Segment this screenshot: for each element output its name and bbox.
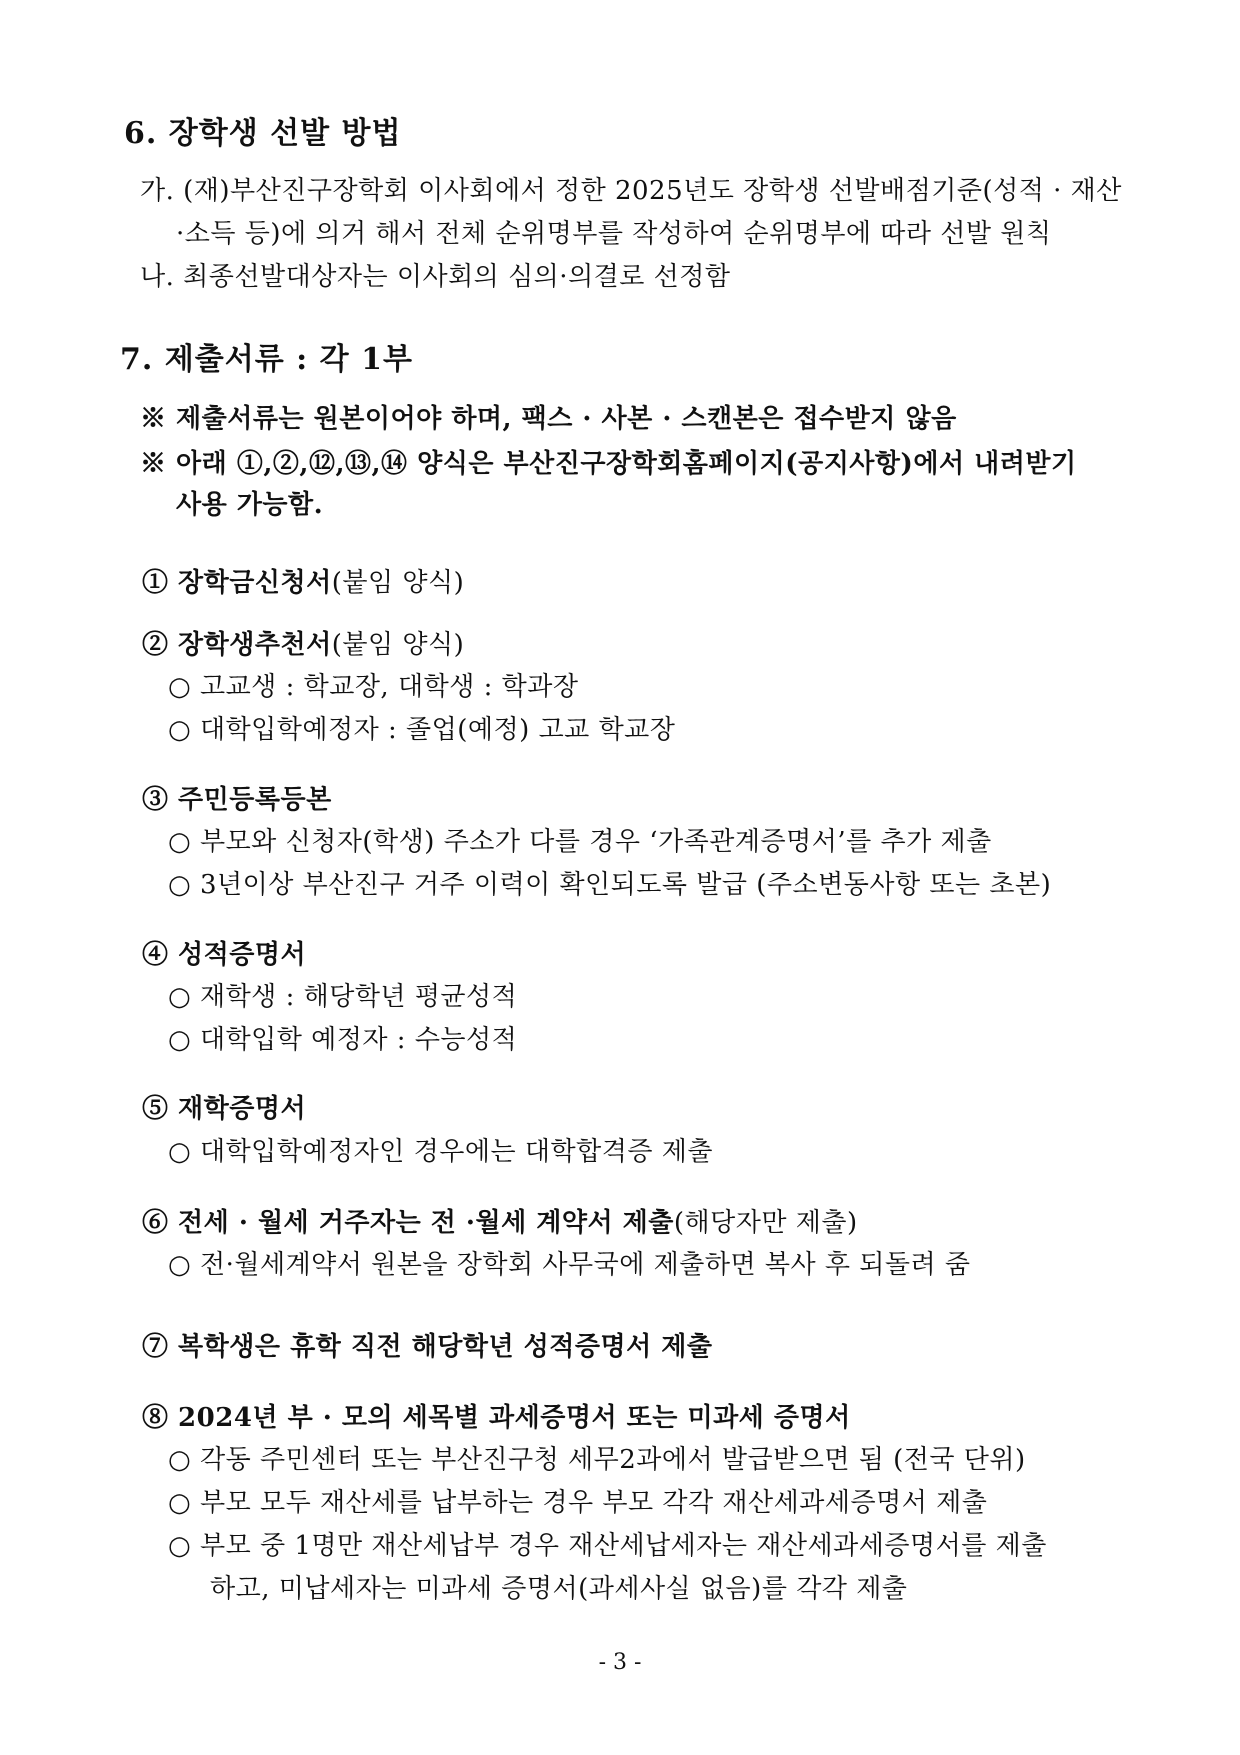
item-4: ④ 성적증명서: [142, 940, 307, 970]
section6-ga-line1: 가. (재)부산진구장학회 이사회에서 정한 2025년도 장학생 선발배점기준(성적 · 재산: [140, 176, 1122, 206]
list-item-continuation: 하고, 미납세자는 미과세 증명서(과세사실 없음)를 각각 제출: [210, 1574, 908, 1604]
item-title: ① 장학금신청서: [142, 568, 332, 598]
item-2: [142, 624, 464, 661]
section6-ga-line2: ·소득 등)에 의거 해서 전체 순위명부를 작성하여 순위명부에 따라 선발 원칙: [176, 219, 1052, 249]
section6-na: 나. 최종선발대상자는 이사회의 심의·의결로 선정함: [140, 262, 731, 292]
item-suffix: (해당자만 제출): [673, 1208, 858, 1238]
item-5: ⑤ 재학증명서: [142, 1094, 307, 1124]
item-6: [142, 1202, 858, 1239]
section7-note2-line2: 사용 가능함.: [176, 490, 324, 520]
list-item: ○ 전·월세계약서 원본을 장학회 사무국에 제출하면 복사 후 되돌려 줌: [168, 1250, 971, 1280]
list-item: ○ 재학생 : 해당학년 평균성적: [168, 982, 518, 1012]
list-item: ○ 부모 모두 재산세를 납부하는 경우 부모 각각 재산세과세증명서 제출: [168, 1488, 988, 1518]
list-item: ○ 대학입학예정자인 경우에는 대학합격증 제출: [168, 1137, 713, 1167]
list-item: ○ 대학입학 예정자 : 수능성적: [168, 1025, 518, 1055]
list-item: ○ 부모와 신청자(학생) 주소가 다를 경우 ‘가족관계증명서’를 추가 제출: [168, 827, 992, 857]
item-3: ③ 주민등록등본: [142, 785, 332, 815]
list-item: ○ 대학입학예정자 : 졸업(예정) 고교 학교장: [168, 715, 676, 745]
list-item: ○ 3년이상 부산진구 거주 이력이 확인되도록 발급 (주소변동사항 또는 초본): [168, 870, 1052, 900]
section7-note1: ※ 제출서류는 원본이어야 하며, 팩스 · 사본 · 스캔본은 접수받지 않음: [140, 404, 957, 434]
list-item: ○ 부모 중 1명만 재산세납부 경우 재산세납세자는 재산세과세증명서를 제출: [168, 1531, 1047, 1561]
item-title: ② 장학생추천서: [142, 630, 332, 660]
item-1: [142, 562, 464, 599]
item-8: ⑧ 2024년 부 · 모의 세목별 과세증명서 또는 미과세 증명서: [142, 1403, 851, 1433]
list-item: ○ 고교생 : 학교장, 대학생 : 학과장: [168, 672, 579, 702]
item-suffix: (붙임 양식): [331, 630, 465, 660]
list-item: ○ 각동 주민센터 또는 부산진구청 세무2과에서 발급받으면 됨 (전국 단위): [168, 1445, 1026, 1475]
item-7: ⑦ 복학생은 휴학 직전 해당학년 성적증명서 제출: [142, 1332, 713, 1362]
page-number: - 3 -: [598, 1650, 642, 1675]
section7-note2-line1: ※ 아래 ①,②,⑫,⑬,⑭ 양식은 부산진구장학회홈페이지(공지사항)에서 내려받기: [140, 449, 1077, 479]
section6-title: 6. 장학생 선발 방법: [124, 116, 402, 151]
item-title: ⑥ 전세 · 월세 거주자는 전 ·월세 계약서 제출: [142, 1208, 674, 1238]
item-suffix: (붙임 양식): [331, 568, 465, 598]
section7-title: 7. 제출서류 : 각 1부: [120, 342, 413, 377]
